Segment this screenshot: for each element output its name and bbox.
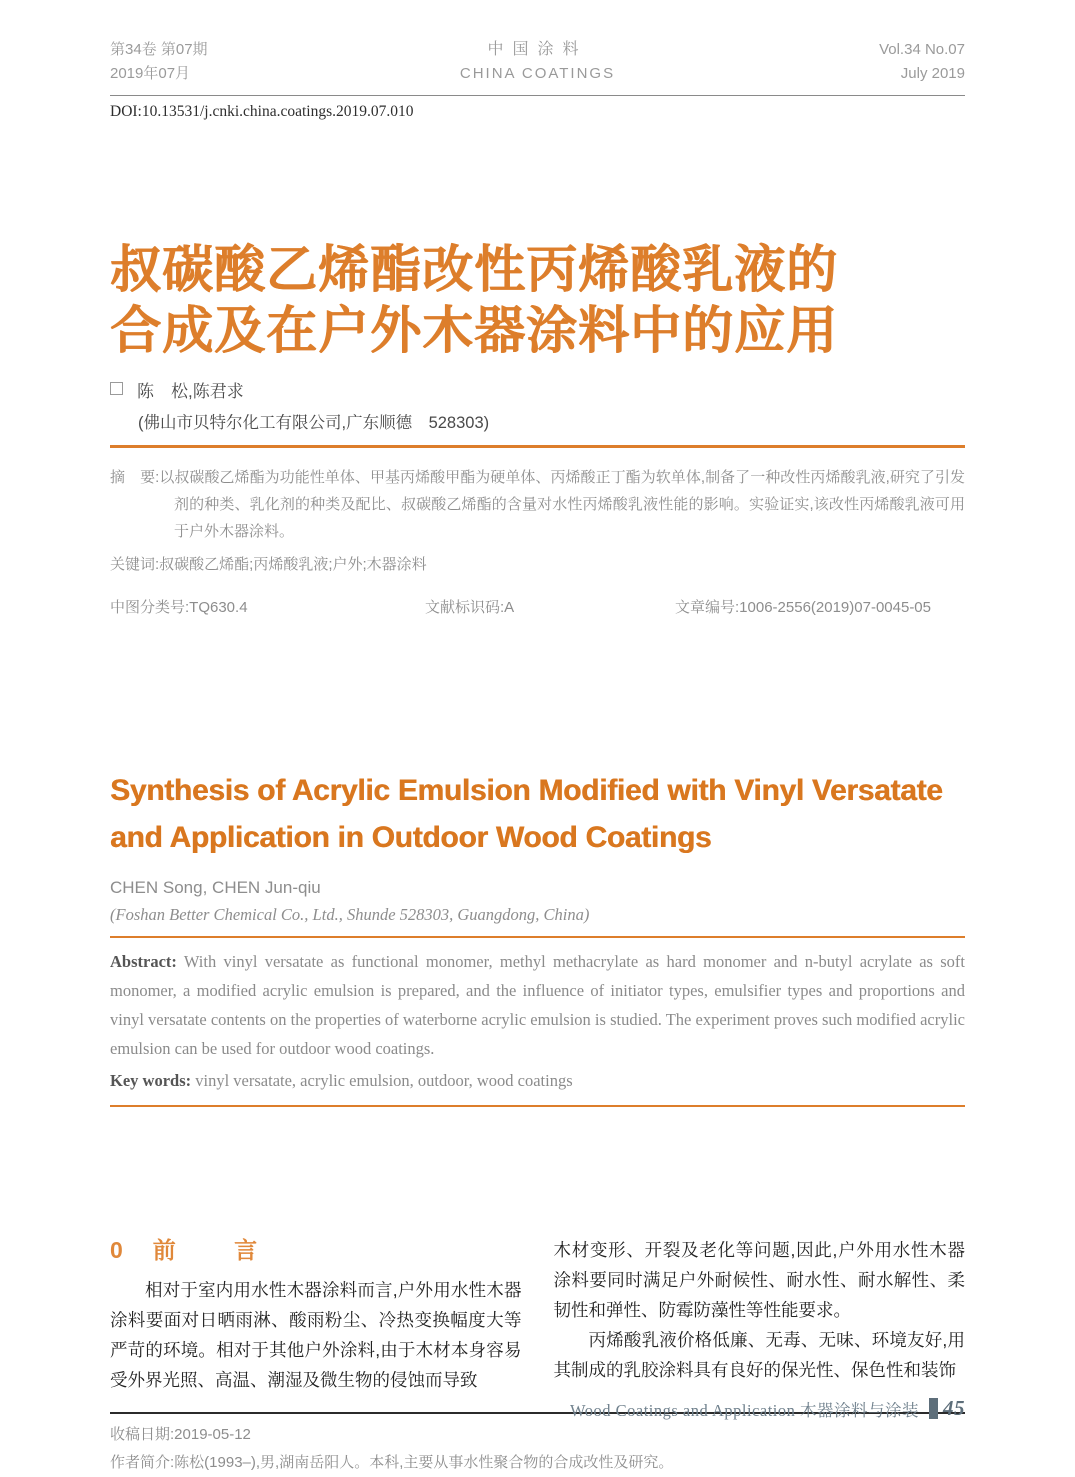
- article-id-value: 1006-2556(2019)07-0045-05: [739, 599, 931, 616]
- article-title-en-line1: Synthesis of Acrylic Emulsion Modified with Vinyl Versatate: [110, 774, 943, 807]
- header-divider: [110, 95, 965, 96]
- article-id-label: 文章编号:: [675, 599, 740, 616]
- doi-text: DOI:10.13531/j.cnki.china.coatings.2019.07.010: [110, 103, 414, 120]
- abstract-cn-label: 摘 要:: [110, 469, 160, 486]
- body-paragraph-left: 相对于室内用水性木器涂料而言,户外用水性木器涂料要面对日晒雨淋、酸雨粉尘、冷热变换幅度大等严苛的环境。相对于其他户外涂料,由于木材本身容易受外界光照、高温、潮湿及微生物的侵蚀而导致: [110, 1280, 522, 1390]
- clc-label: 中图分类号:: [110, 599, 190, 616]
- body-paragraph-right-1: 木材变形、开裂及老化等问题,因此,户外用水性木器涂料要同时满足户外耐候性、耐水性、耐水解性、柔韧性和弹性、防霉防藻性等性能要求。: [553, 1240, 965, 1320]
- footer-section-text: Wood Coatings and Application 木器涂料与涂装: [570, 1400, 919, 1420]
- section-title: 前 言: [152, 1237, 284, 1263]
- keywords-en-text: vinyl versatate, acrylic emulsion, outdoor, wood coatings: [191, 1071, 573, 1090]
- journal-header: [110, 38, 965, 86]
- clc-value: TQ630.4: [189, 599, 248, 616]
- abstract-cn-text: 以叔碳酸乙烯酯为功能性单体、甲基丙烯酸甲酯为硬单体、丙烯酸正丁酯为软单体,制备了一种改性丙烯酸乳液,研究了引发剂的种类、乳化剂的种类及配比、叔碳酸乙烯酯的含量对水性丙烯酸乳液性能的影响。实验证实,该改性丙烯酸乳液可用于户外木器涂料。: [159, 469, 965, 540]
- body-paragraph-right-2: 丙烯酸乳液价格低廉、无毒、无味、环境友好,用其制成的乳胶涂料具有良好的保光性、保色性和装饰: [553, 1330, 965, 1380]
- page-number: 45: [943, 1396, 965, 1420]
- journal-name-cn: 中国涂料: [487, 41, 588, 58]
- page-footer: [570, 1396, 965, 1421]
- keywords-cn: [110, 553, 965, 574]
- footnotes: [110, 1421, 965, 1477]
- orange-divider-en-bottom: [110, 1105, 965, 1107]
- author-bio-label: 作者简介:: [110, 1454, 175, 1471]
- keywords-en: [110, 1066, 965, 1095]
- date-cn: 2019年07月: [110, 65, 191, 82]
- orange-divider-top: [110, 445, 965, 448]
- article-title-en-line2: and Application in Outdoor Wood Coatings: [110, 821, 712, 854]
- article-title-cn-line1: 叔碳酸乙烯酯改性丙烯酸乳液的: [110, 241, 839, 298]
- orange-divider-en-top: [110, 936, 965, 938]
- author-bio-line: [110, 1449, 965, 1477]
- journal-name-en: CHINA COATINGS: [459, 65, 616, 82]
- body-column-right: [554, 1235, 966, 1395]
- author-bio-text: 陈松(1993–),男,湖南岳阳人。本科,主要从事水性聚合物的合成改性及研究。: [174, 1454, 674, 1471]
- article-title-cn-line2: 合成及在户外木器涂料中的应用: [110, 302, 839, 359]
- clc-entry: [110, 596, 425, 617]
- volume-issue-cn: 第34卷 第07期: [110, 41, 208, 58]
- doc-code-value: A: [504, 599, 515, 616]
- abstract-en: [110, 947, 965, 1063]
- received-date-label: 收稿日期:: [110, 1426, 175, 1443]
- header-center: [396, 38, 678, 86]
- date-en: July 2019: [900, 65, 965, 82]
- volume-issue-en: Vol.34 No.07: [879, 41, 965, 58]
- abstract-en-label: Abstract:: [110, 952, 177, 971]
- section-number: 0: [110, 1237, 123, 1263]
- abstract-cn: [110, 464, 965, 545]
- author-square-icon: [110, 382, 123, 395]
- body-columns: [110, 1235, 965, 1395]
- article-title-en: [110, 767, 965, 861]
- keywords-cn-text: 叔碳酸乙烯酯;丙烯酸乳液;户外;木器涂料: [159, 556, 427, 573]
- received-date-line: [110, 1421, 965, 1449]
- keywords-cn-label: 关键词:: [110, 556, 160, 573]
- affiliation-cn: (佛山市贝特尔化工有限公司,广东顺德 528303): [138, 414, 490, 432]
- authors-cn-block: [110, 377, 965, 433]
- page-number-bar: [929, 1398, 938, 1419]
- header-right: [683, 38, 965, 86]
- author-names-en: CHEN Song, CHEN Jun-qiu: [110, 878, 321, 897]
- received-date-value: 2019-05-12: [174, 1426, 251, 1443]
- doc-code-label: 文献标识码:: [425, 599, 505, 616]
- author-names-cn: 陈 松,陈君求: [137, 382, 244, 401]
- abstract-en-text: With vinyl versatate as functional monomer, methyl methacrylate as hard monomer and n-butyl acrylate as soft monomer, a modified acrylic emulsion is prepared, and the influence of initiator types, emulsifier types and proportions and vinyl versatate contents on the properties of waterborne acrylic emulsion is studied. The experiment proves such modified acrylic emulsion can be used for outdoor wood coatings.: [110, 952, 965, 1058]
- article-id-entry: [675, 596, 965, 617]
- header-left: [110, 38, 392, 86]
- article-title-cn: [110, 239, 965, 361]
- section-heading: [110, 1235, 522, 1265]
- affiliation-en: (Foshan Better Chemical Co., Ltd., Shunde 528303, Guangdong, China): [110, 905, 590, 924]
- body-column-left: [110, 1235, 522, 1395]
- classification-row: [110, 596, 965, 617]
- keywords-en-label: Key words:: [110, 1071, 192, 1090]
- doc-code-entry: [425, 596, 675, 617]
